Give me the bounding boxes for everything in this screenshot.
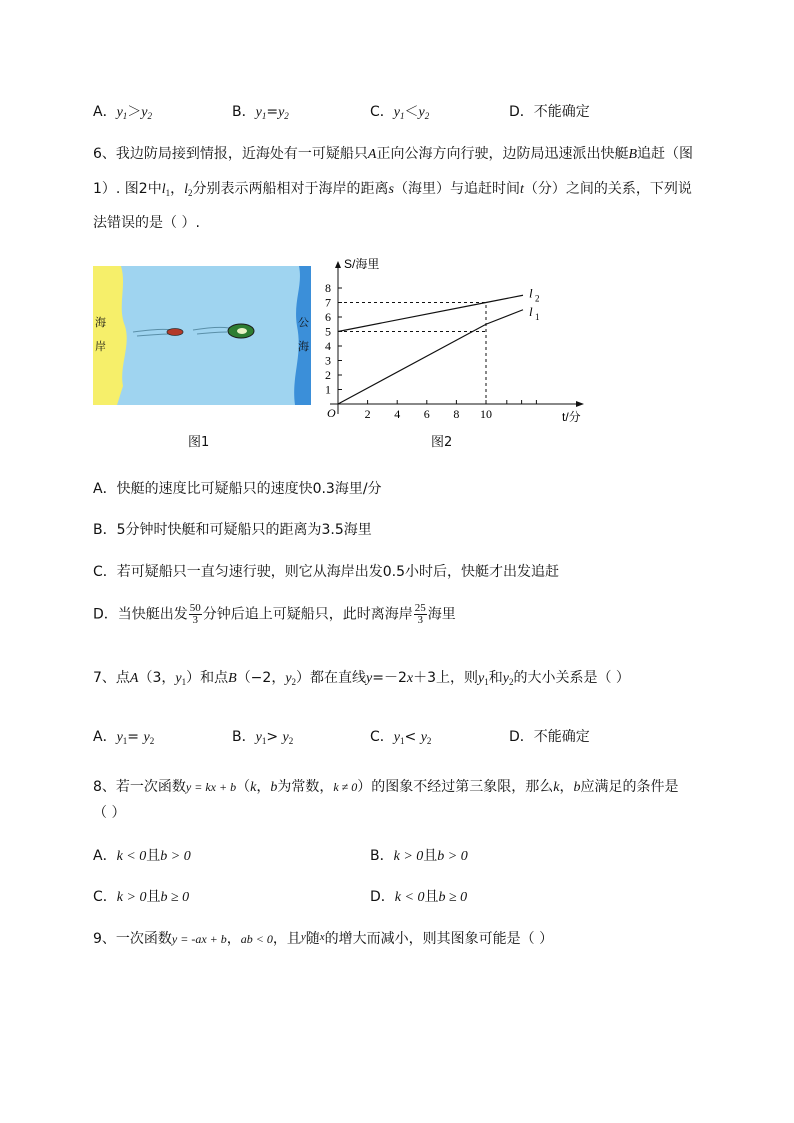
q5-option-c: C．$y_1<y_2$ [370,104,430,121]
y-axis-label: S/海里 [344,257,380,271]
q9-stem: 9、一次函数y = -ax + b，ab < 0，且$^y$随$^x$的增大而减小，则其图象可能是（ ） [93,931,554,947]
origin-label: O [327,406,336,420]
q7-stem: 7、点A（3，$y_1$）和点B（−2，$y_2$）都在直线y=－2x＋3上，则$y_1$和$y_2$的大小关系是（ ） [93,670,630,687]
open-sea-label-2: 海 [298,340,309,353]
coast-label-1: 海 [95,316,106,329]
q5-option-b: B．$y_1=y_2$ [232,104,289,121]
y-axis-arrow [335,261,341,268]
figure-1-svg [93,266,311,405]
x-tick-label: 2 [364,407,371,421]
q8-stem-line1: 8、若一次函数y = kx + b（k，b为常数，k ≠ 0）的图象不经过第三象限，那么k，b应满足的条件是 [93,779,679,795]
q8-option-d: D．k < 0且b ≥ 0 [370,889,468,905]
q7-option-d: D．不能确定 [509,729,590,745]
x-tick-label: 6 [423,407,430,421]
series-label-sub-l2: 2 [535,293,540,304]
q6-option-a: A．快艇的速度比可疑船只的速度快0.3海里/分 [93,481,382,497]
figure-2-caption: 图2 [431,435,453,450]
y-tick-label: 6 [325,310,331,324]
open-sea-label-1: 公 [298,316,309,329]
q7-option-a: A．$y_1= y_2$ [93,729,155,746]
figure-1-sea-illustration [93,266,311,405]
series-label-l1: l [529,303,533,319]
q6-option-c: C．若可疑船只一直匀速行驶，则它从海岸出发0.5小时后，快艇才出发追赶 [93,564,560,580]
series-label-sub-l1: 1 [535,311,540,322]
figure-1-caption: 图1 [188,435,210,450]
q8-stem-line2: （ ） [93,805,126,821]
series-line-l1 [338,310,523,404]
q8-option-b: B．k > 0且b > 0 [370,848,468,864]
q5-option-d: D．不能确定 [509,104,590,120]
x-tick-label: 8 [453,407,460,421]
q8-option-c: C．k > 0且b ≥ 0 [93,889,190,905]
coast-shape [93,266,127,405]
figure-2-chart [318,256,598,431]
coast-label-2: 岸 [95,340,106,353]
x-axis-label: t/分 [562,410,581,424]
q5-option-a: A．$y_1>y_2$ [93,104,153,121]
q8-option-a: A．k < 0且b > 0 [93,848,191,864]
y-tick-label: 7 [325,295,331,310]
series-line-l2 [338,295,523,331]
series-label-l2: l [529,285,533,301]
x-axis-arrow [576,401,584,407]
y-tick-label: 1 [325,382,331,397]
fraction-50-3: $\frac{50}{3}$ [189,602,201,626]
y-tick-label: 4 [325,339,331,353]
q6-stem-line3: 法错误的是（ ）. [93,215,200,231]
speedboat-B-deck [237,328,247,334]
y-tick-label: 5 [325,324,331,339]
q6-option-b: B．5分钟时快艇和可疑船只的距离为3.5海里 [93,522,372,538]
y-tick-label: 8 [325,281,331,295]
q6-option-d: D．当快艇出发 $\frac{50}{3}$ 分钟后追上可疑船只，此时离海岸 $\frac{25}{3}$ 海里 [93,602,456,626]
q7-option-c: C．$y_1< y_2$ [370,729,432,746]
y-tick-label: 2 [325,368,331,382]
x-tick-label: 10 [480,407,492,421]
suspicious-ship-A [167,329,183,336]
y-tick-label: 3 [325,353,331,368]
q6-stem-line2: 1）. 图2中$l_1$，$l_2$分别表示两船相对于海岸的距离s（海里）与追赶时间t（分）之间的关系，下列说 [93,181,692,198]
x-tick-label: 4 [394,407,401,421]
q7-option-b: B．$y_1> y_2$ [232,729,294,746]
q6-stem-line1: 6、我边防局接到情报，近海处有一可疑船只A正向公海方向行驶，边防局迅速派出快艇B追赶（图 [93,146,694,162]
fraction-25-3: $\frac{25}{3}$ [414,602,426,626]
